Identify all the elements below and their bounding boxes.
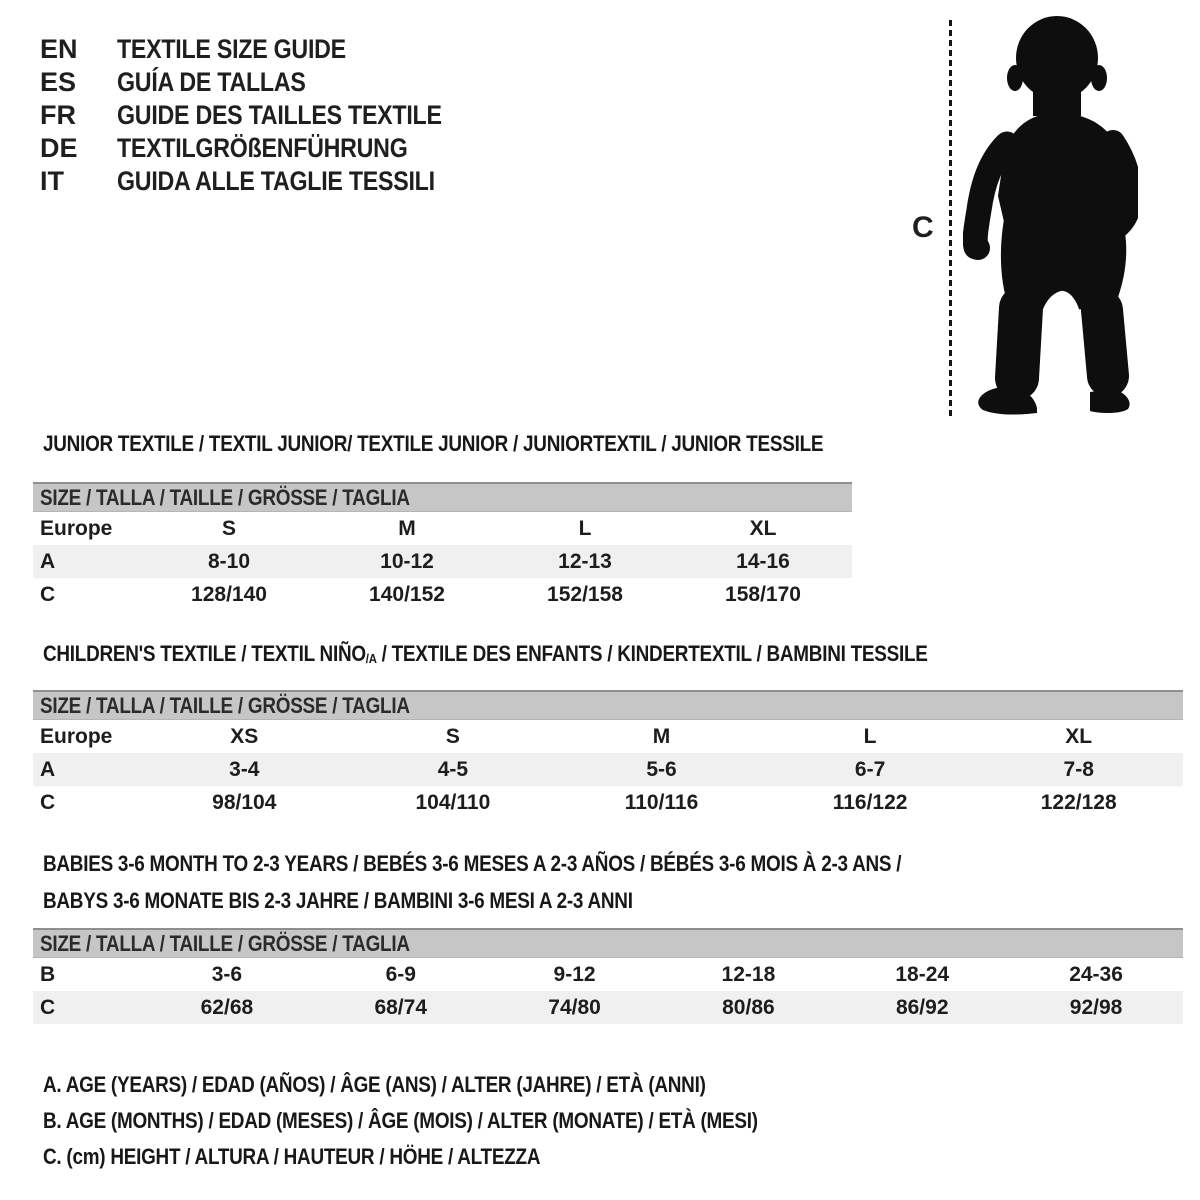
table-row-age — [33, 545, 852, 578]
height-cell: 140/152 — [369, 582, 445, 606]
row-label: C — [40, 582, 56, 606]
babies-size-table — [33, 928, 1183, 1024]
size-cell: M — [398, 516, 416, 540]
children-size-table — [33, 690, 1183, 819]
height-cell: 116/122 — [832, 790, 908, 814]
children-title-pre: CHILDREN'S TEXTILE / TEXTIL NIÑO — [43, 641, 366, 666]
age-cell: 5-6 — [646, 757, 677, 781]
size-cell: XL — [1065, 724, 1093, 748]
age-cell: 4-5 — [437, 757, 469, 781]
baby-silhouette-icon — [963, 10, 1138, 420]
children-title-sub: /A — [365, 650, 377, 666]
junior-table-title: JUNIOR TEXTILE / TEXTIL JUNIOR/ TEXTILE JUNIOR / JUNIORTEXTIL / JUNIOR TESSILE — [43, 431, 824, 456]
months-cell: 12-18 — [721, 962, 776, 986]
table-row-europe — [33, 512, 852, 545]
language-title-de: TEXTILGRÖßENFÜHRUNG — [117, 133, 408, 163]
size-header-bar: SIZE / TALLA / TAILLE / GRÖSSE / TAGLIA — [33, 928, 1183, 958]
language-code-es: ES — [40, 67, 77, 97]
months-cell: 3-6 — [211, 962, 243, 986]
size-cell: XL — [749, 516, 777, 540]
age-cell: 10-12 — [380, 549, 434, 573]
language-code-fr: FR — [40, 100, 76, 130]
babies-title-line2: BABYS 3-6 MONATE BIS 2-3 JAHRE / BAMBINI 3-6 MESI A 2-3 ANNI — [43, 888, 633, 913]
height-cell: 122/128 — [1040, 790, 1117, 814]
legend-line-a: A. AGE (YEARS) / EDAD (AÑOS) / ÂGE (ANS) / ALTER (JAHRE) / ETÀ (ANNI) — [43, 1072, 706, 1097]
height-cell: 158/170 — [725, 582, 801, 606]
age-cell: 12-13 — [558, 549, 612, 573]
legend-line-b: B. AGE (MONTHS) / EDAD (MESES) / ÂGE (MOIS) / ALTER (MONATE) / ETÀ (MESI) — [43, 1108, 758, 1133]
months-cell: 18-24 — [895, 962, 950, 986]
children-table-title — [43, 641, 1072, 672]
language-title-es: GUÍA DE TALLAS — [117, 67, 306, 97]
size-header-bar: SIZE / TALLA / TAILLE / GRÖSSE / TAGLIA — [33, 690, 1183, 720]
language-code-de: DE — [40, 133, 78, 163]
months-cell: 24-36 — [1069, 962, 1123, 986]
age-cell: 8-10 — [207, 549, 251, 573]
row-label: Europe — [40, 724, 113, 748]
babies-table-title — [43, 845, 1041, 919]
babies-title-line1: BABIES 3-6 MONTH TO 2-3 YEARS / BEBÉS 3-6 MESES A 2-3 AÑOS / BÉBÉS 3-6 MOIS À 2-3 ANS / — [43, 851, 902, 876]
table-row-height — [33, 991, 1183, 1024]
size-cell: M — [652, 724, 671, 748]
language-title-it: GUIDA ALLE TAGLIE TESSILI — [117, 166, 435, 196]
row-label: B — [40, 962, 56, 986]
size-cell: L — [578, 516, 592, 540]
age-cell: 6-7 — [854, 757, 886, 781]
size-cell: S — [445, 724, 460, 748]
language-code-it: IT — [40, 166, 64, 196]
height-measure-label: C — [912, 211, 934, 244]
size-cell: L — [863, 724, 877, 748]
height-measure-dashed-line — [949, 20, 952, 416]
height-cell: 80/86 — [722, 995, 775, 1019]
months-cell: 9-12 — [553, 962, 596, 986]
table-row-months — [33, 958, 1183, 991]
children-title-post: / TEXTILE DES ENFANTS / KINDERTEXTIL / BAMBINI TESSILE — [376, 641, 928, 666]
height-cell: 152/158 — [547, 582, 623, 606]
height-cell: 68/74 — [374, 995, 428, 1019]
height-cell: 98/104 — [212, 790, 277, 814]
row-label: A — [40, 549, 56, 573]
height-cell: 110/116 — [624, 790, 699, 814]
height-cell: 92/98 — [1069, 995, 1123, 1019]
row-label: A — [40, 757, 56, 781]
legend-line-c: C. (cm) HEIGHT / ALTURA / HAUTEUR / HÖHE / ALTEZZA — [43, 1144, 541, 1169]
junior-size-table — [33, 482, 852, 611]
age-cell: 7-8 — [1063, 757, 1094, 781]
height-cell: 86/92 — [895, 995, 949, 1019]
table-row-europe — [33, 720, 1183, 753]
language-title-en: TEXTILE SIZE GUIDE — [117, 34, 346, 64]
size-cell: S — [221, 516, 236, 540]
age-cell: 14-16 — [736, 549, 790, 573]
measure-legend — [43, 1067, 874, 1175]
age-cell: 3-4 — [229, 757, 260, 781]
months-cell: 6-9 — [385, 962, 416, 986]
language-code-en: EN — [40, 34, 78, 64]
table-row-age — [33, 753, 1183, 786]
row-label: C — [40, 790, 56, 814]
height-cell: 128/140 — [191, 582, 267, 606]
height-cell: 74/80 — [548, 995, 601, 1019]
table-row-height — [33, 578, 852, 611]
language-title-fr: GUIDE DES TAILLES TEXTILE — [117, 100, 442, 130]
height-cell: 62/68 — [200, 995, 254, 1019]
size-cell: XS — [230, 724, 259, 748]
height-cell: 104/110 — [415, 790, 491, 814]
size-header-bar: SIZE / TALLA / TAILLE / GRÖSSE / TAGLIA — [33, 482, 852, 512]
row-label: C — [40, 995, 56, 1019]
table-row-height — [33, 786, 1183, 819]
row-label: Europe — [40, 516, 113, 540]
language-title-list — [40, 33, 495, 198]
